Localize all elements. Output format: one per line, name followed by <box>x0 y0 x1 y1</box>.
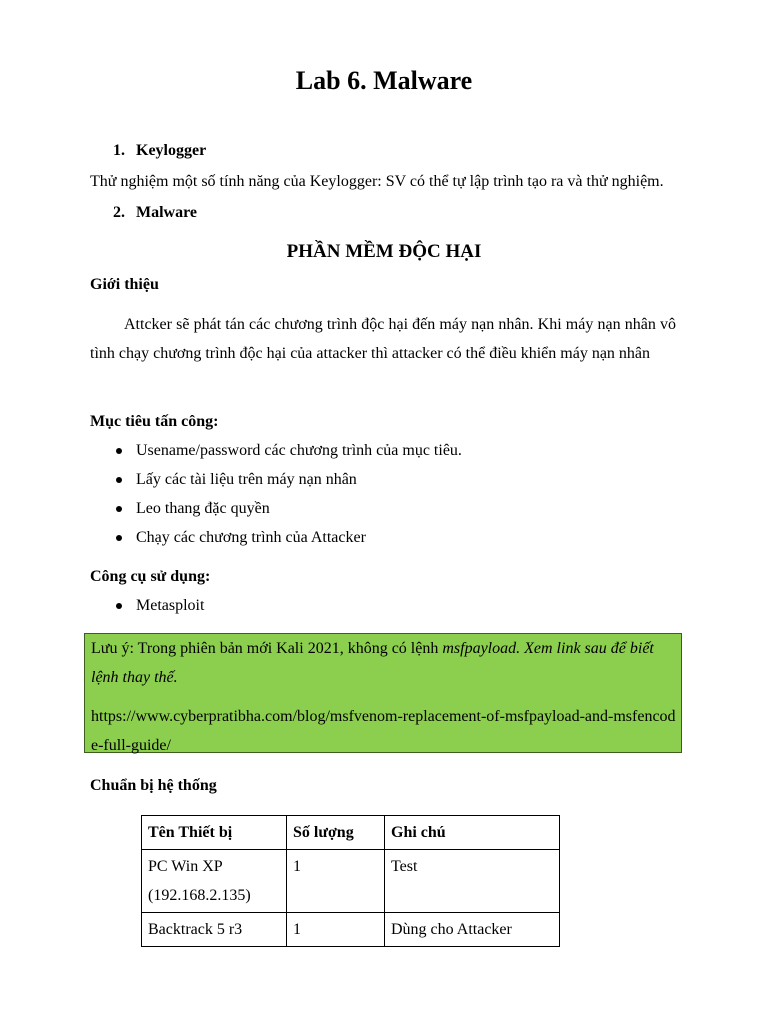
table-cell: Dùng cho Attacker <box>385 913 560 947</box>
tool-item: Metasploit <box>136 597 205 614</box>
table-cell: 1 <box>287 913 385 947</box>
intro-paragraph: Attcker sẽ phát tán các chương trình độc hại đến máy nạn nhân. Khi máy nạn nhân vô tình chạy chương trình độc hại của attacker thì attacker có thể điều khiển máy nạn nhân <box>90 316 676 362</box>
tools-heading: Công cụ sử dụng: <box>90 568 211 585</box>
column-header: Ghi chú <box>385 816 560 850</box>
bullet-icon <box>116 477 122 483</box>
table-cell: Test <box>385 850 560 913</box>
note-text <box>91 634 677 692</box>
section1-number: 1. <box>113 142 125 159</box>
section1-heading: Keylogger <box>136 142 207 159</box>
column-header: Số lượng <box>287 816 385 850</box>
column-header: Tên Thiết bị <box>142 816 287 850</box>
table-header-row <box>142 816 560 850</box>
system-heading: Chuẩn bị hệ thống <box>90 777 217 794</box>
target-item: Leo thang đặc quyền <box>136 500 270 517</box>
table-row <box>142 850 560 913</box>
page-title: Lab 6. Malware <box>295 66 473 95</box>
table-row <box>142 913 560 947</box>
note-prefix: Lưu ý: Trong phiên bản mới Kali 2021, không có lệnh <box>91 640 443 657</box>
section-subtitle: PHẦN MỀM ĐỘC HẠI <box>286 241 482 262</box>
target-item: Usename/password các chương trình của mục tiêu. <box>136 442 462 459</box>
bullet-icon <box>116 448 122 454</box>
section2-number: 2. <box>113 204 125 221</box>
targets-heading: Mục tiêu tấn công: <box>90 413 219 430</box>
target-item: Lấy các tài liệu trên máy nạn nhân <box>136 471 357 488</box>
section1-body: Thử nghiệm một số tính năng của Keylogger: SV có thể tự lập trình tạo ra và thử nghiệm. <box>90 173 664 190</box>
note-italic: msfpayload. Xem link sau để biết lệnh thay thế. <box>91 640 654 686</box>
table-cell: 1 <box>287 850 385 913</box>
note-link[interactable]: https://www.cyberpratibha.com/blog/msfvenom-replacement-of-msfpayload-and-msfencode-full-guide/ <box>91 708 676 754</box>
bullet-icon <box>116 603 122 609</box>
note-box <box>84 633 682 753</box>
section2-heading: Malware <box>136 204 198 221</box>
bullet-icon <box>116 506 122 512</box>
system-table <box>141 815 560 947</box>
target-item: Chạy các chương trình của Attacker <box>136 529 366 546</box>
bullet-icon <box>116 535 122 541</box>
intro-heading: Giới thiệu <box>90 276 159 293</box>
table-cell: PC Win XP (192.168.2.135) <box>142 850 287 913</box>
table-cell: Backtrack 5 r3 <box>142 913 287 947</box>
